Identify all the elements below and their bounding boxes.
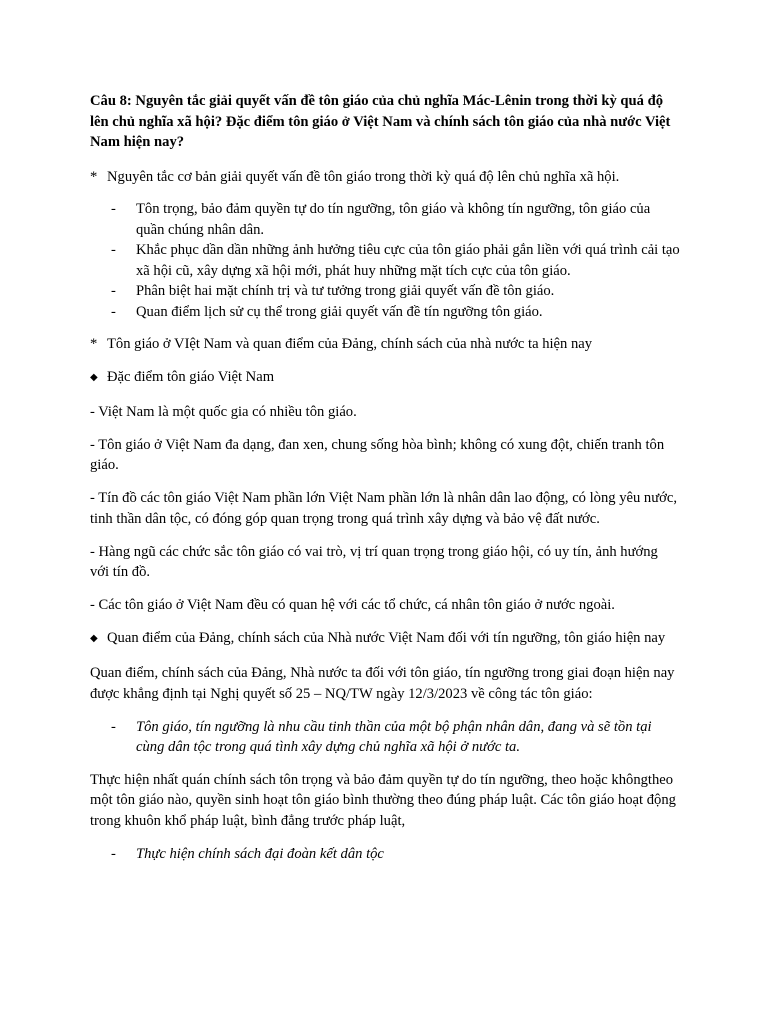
section-heading-vietnam-religion xyxy=(90,334,680,355)
asterisk-icon: * xyxy=(90,336,98,352)
list-item-text: Tôn trọng, bảo đảm quyền tự do tín ngưỡng, tôn giáo và không tín ngưỡng, tôn giáo của quần chúng nhân dân. xyxy=(136,201,651,238)
dash-marker: - xyxy=(111,718,116,735)
principles-list xyxy=(90,199,680,322)
question-title: Câu 8: Nguyên tắc giải quyết vấn đề tôn giáo của chủ nghĩa Mác-Lênin trong thời kỳ quá độ lên chủ nghĩa xã hội? Đặc điểm tôn giáo ở Việt Nam và chính sách tôn giáo của nhà nước Việt Nam hiện nay? xyxy=(90,93,671,150)
policy-list-1 xyxy=(90,717,680,758)
dash-marker: - xyxy=(111,201,116,217)
subsection-heading-text: Đặc điểm tôn giáo Việt Nam xyxy=(107,368,275,385)
list-item-text: Khắc phục dần dần những ảnh hưởng tiêu cực của tôn giáo phải gắn liền với quá trình cải tạo xã hội cũ, xây dựng xã hội mới, phát huy những mặt tích cực của tôn giáo. xyxy=(136,242,680,279)
paragraph: - Tín đồ các tôn giáo Việt Nam phần lớn Việt Nam phần lớn là nhân dân lao động, có lòng yêu nước, tinh thần dân tộc, có đóng góp quan trọng trong quá trình xây dựng và bảo vệ đất nước. xyxy=(90,490,677,527)
paragraph: - Tôn giáo ở Việt Nam đa dạng, đan xen, chung sống hòa bình; không có xung đột, chiến tranh tôn giáo. xyxy=(90,436,665,473)
policy-intro-paragraph: Quan điểm, chính sách của Đảng, Nhà nước ta đối với tôn giáo, tín ngưỡng trong giai đoạn hiện nay được khẳng định tại Nghị quyết số 25 – NQ/TW ngày 12/3/2023 về công tác tôn giáo: xyxy=(90,665,675,702)
list-item-text: Tôn giáo, tín ngưỡng là nhu cầu tinh thần của một bộ phận nhân dân, đang và sẽ tồn tại cùng dân tộc trong quá tình xây dựng chủ nghĩa xã hội ở nước ta. xyxy=(136,718,652,755)
list-item xyxy=(90,281,680,302)
document-body xyxy=(90,91,680,876)
list-item xyxy=(90,240,680,281)
paragraph: - Hàng ngũ các chức sắc tôn giáo có vai trò, vị trí quan trọng trong giáo hội, có uy tín, ảnh hướng với tín đồ. xyxy=(90,543,658,580)
section-heading-text: Nguyên tắc cơ bản giải quyết vấn đề tôn giáo trong thời kỳ quá độ lên chủ nghĩa xã hội. xyxy=(107,168,620,185)
subsection-heading-characteristics xyxy=(90,367,680,390)
list-item xyxy=(90,199,680,240)
diamond-bullet-icon: ◆ xyxy=(90,633,98,644)
dash-marker: - xyxy=(111,283,116,299)
list-item xyxy=(90,844,680,865)
list-item-text: Phân biệt hai mặt chính trị và tư tưởng trong giải quyết vấn đề tôn giáo. xyxy=(136,283,555,299)
list-item xyxy=(90,302,680,323)
diamond-bullet-icon: ◆ xyxy=(90,371,98,383)
paragraph: - Các tôn giáo ở Việt Nam đều có quan hệ với các tổ chức, cá nhân tôn giáo ở nước ngoài. xyxy=(90,597,615,613)
asterisk-icon: * xyxy=(90,168,98,185)
dash-marker: - xyxy=(111,303,116,320)
subsection-heading-text: Quan điểm của Đảng, chính sách của Nhà nước Việt Nam đối với tín ngưỡng, tôn giáo hiện nay xyxy=(107,630,666,646)
list-item xyxy=(90,717,680,758)
subsection-heading-policy xyxy=(90,628,680,651)
policy-list-2 xyxy=(90,844,680,865)
section-heading-principles xyxy=(90,167,680,188)
list-item-text: Thực hiện chính sách đại đoàn kết dân tộc xyxy=(136,845,384,862)
list-item-text: Quan điểm lịch sử cụ thể trong giải quyết vấn đề tín ngưỡng tôn giáo. xyxy=(136,303,543,320)
section-heading-text: Tôn giáo ở VIệt Nam và quan điểm của Đảng, chính sách của nhà nước ta hiện nay xyxy=(107,336,593,352)
paragraph: - Việt Nam là một quốc gia có nhiều tôn giáo. xyxy=(90,403,357,420)
dash-marker: - xyxy=(111,242,116,258)
dash-marker: - xyxy=(111,845,116,862)
policy-paragraph: Thực hiện nhất quán chính sách tôn trọng và bảo đảm quyền tự do tín ngưỡng, theo hoặc khôngtheo một tôn giáo nào, quyền sinh hoạt tôn giáo bình thường theo đúng pháp luật. Các tôn giáo hoạt động trong khuôn khổ pháp luật, bình đẳng trước pháp luật, xyxy=(90,771,676,829)
